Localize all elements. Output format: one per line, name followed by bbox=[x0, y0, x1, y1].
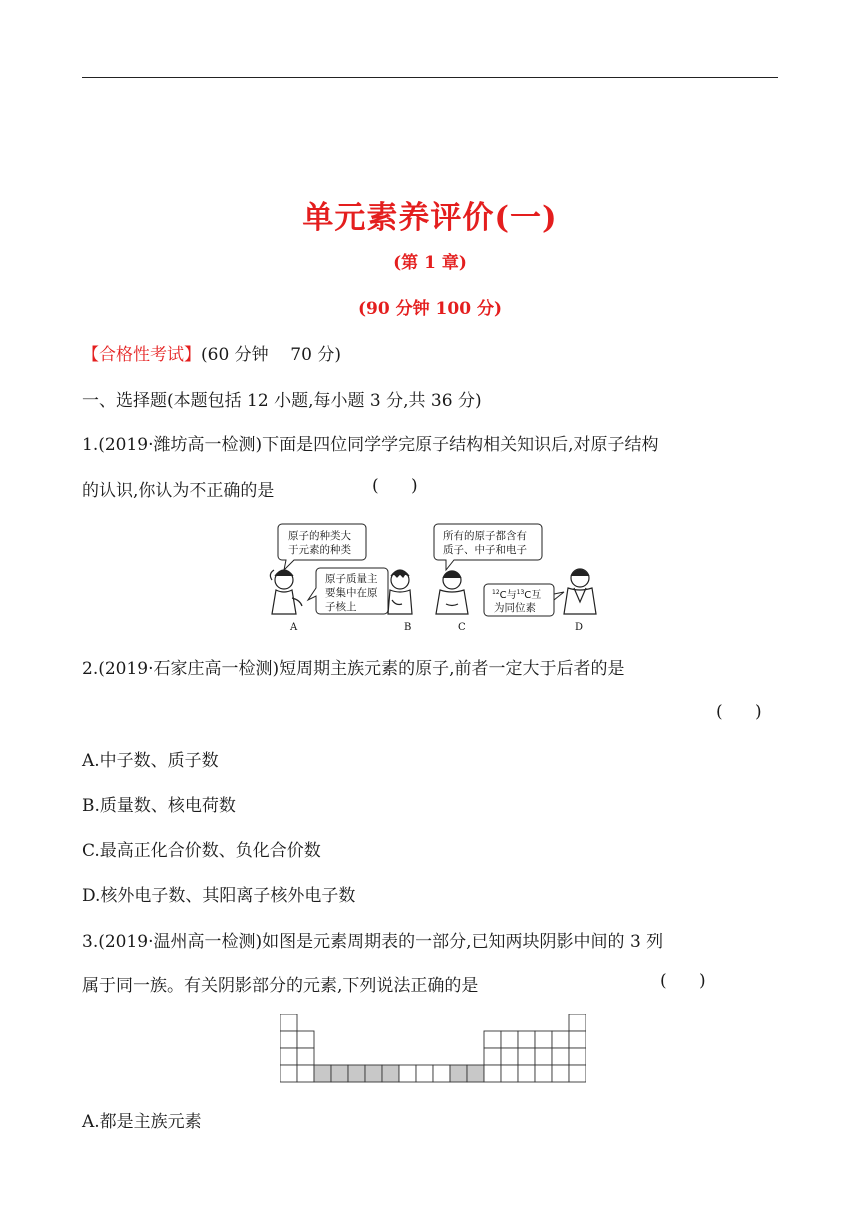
periodic-table-cell bbox=[535, 1031, 552, 1048]
periodic-table-cell bbox=[467, 1065, 484, 1082]
periodic-table-cell bbox=[535, 1065, 552, 1082]
speech-bubble-d bbox=[484, 584, 564, 616]
bubble-d-text-a: C与 bbox=[499, 590, 517, 601]
header-rule bbox=[82, 77, 778, 78]
periodic-table-cell bbox=[501, 1048, 518, 1065]
periodic-table-cell bbox=[501, 1031, 518, 1048]
question-2-stem: 2.(2019·石家庄高一检测)短周期主族元素的原子,前者一定大于后者的是 bbox=[82, 659, 625, 679]
speech-bubble-c bbox=[434, 524, 542, 570]
section-tag-detail: (60 分钟 70 分) bbox=[201, 345, 341, 365]
bubble-c-line-2: 质子、中子和电子 bbox=[443, 544, 527, 556]
speech-bubble-b bbox=[308, 568, 388, 614]
periodic-table-cell bbox=[433, 1065, 450, 1082]
periodic-table-cell bbox=[535, 1048, 552, 1065]
question-3-option-a: A.都是主族元素 bbox=[82, 1112, 202, 1132]
page-title: 单元素养评价(一) bbox=[302, 200, 558, 236]
periodic-table-cell bbox=[552, 1048, 569, 1065]
periodic-table-cell bbox=[399, 1065, 416, 1082]
periodic-table-cell bbox=[552, 1031, 569, 1048]
question-2-answer-bracket: ( ) bbox=[716, 702, 762, 722]
question-1-line-1: 1.(2019·潍坊高一检测)下面是四位同学学完原子结构相关知识后,对原子结构 bbox=[82, 435, 659, 455]
bubble-a-line-1: 原子的种类大 bbox=[288, 530, 351, 542]
question-2-option-d: D.核外电子数、其阳离子核外电子数 bbox=[82, 886, 356, 906]
periodic-table-cell bbox=[348, 1065, 365, 1082]
bubble-b-line-1: 原子质量主 bbox=[325, 573, 378, 585]
periodic-table-cell bbox=[416, 1065, 433, 1082]
bubble-d-text-b: C互 bbox=[524, 590, 542, 601]
periodic-table-cell bbox=[501, 1065, 518, 1082]
question-2-option-c: C.最高正化合价数、负化合价数 bbox=[82, 841, 321, 861]
question-2-option-a: A.中子数、质子数 bbox=[82, 751, 219, 771]
periodic-table-cell bbox=[552, 1065, 569, 1082]
question-3-line-2: 属于同一族。有关阴影部分的元素,下列说法正确的是 bbox=[82, 976, 479, 996]
periodic-table-cell bbox=[569, 1014, 586, 1031]
bubble-b-line-2: 要集中在原 bbox=[325, 587, 378, 599]
periodic-table-cell bbox=[382, 1065, 399, 1082]
periodic-table-cell bbox=[314, 1065, 331, 1082]
mass-number-13: 13 bbox=[516, 589, 525, 596]
periodic-table-cell bbox=[280, 1065, 297, 1082]
bubble-d-line-2: 为同位素 bbox=[494, 602, 536, 614]
periodic-table-cell bbox=[569, 1065, 586, 1082]
student-a-illustration bbox=[270, 570, 302, 614]
label-b: B bbox=[404, 622, 412, 633]
section-tag-line bbox=[82, 340, 341, 365]
question-1-answer-bracket: ( ) bbox=[372, 476, 418, 496]
speech-bubble-a bbox=[278, 524, 366, 570]
question-2-option-b: B.质量数、核电荷数 bbox=[82, 796, 236, 816]
periodic-table-cell bbox=[450, 1065, 467, 1082]
student-b-illustration bbox=[388, 570, 412, 614]
time-score-label: (90 分钟 100 分) bbox=[358, 299, 502, 319]
periodic-table-figure bbox=[280, 1014, 586, 1084]
periodic-table-cell bbox=[297, 1048, 314, 1065]
periodic-table-cell bbox=[280, 1014, 297, 1031]
mass-number-12: 12 bbox=[492, 589, 500, 596]
periodic-table-cell bbox=[518, 1048, 535, 1065]
section-tag: 【合格性考试】 bbox=[82, 345, 201, 365]
label-a: A bbox=[290, 622, 298, 633]
periodic-table-cell bbox=[518, 1031, 535, 1048]
periodic-table-cell bbox=[569, 1031, 586, 1048]
question-1-line-2: 的认识,你认为不正确的是 bbox=[82, 481, 275, 501]
chapter-label: (第 1 章) bbox=[393, 253, 467, 273]
student-d-illustration bbox=[564, 569, 596, 614]
label-d: D bbox=[575, 622, 584, 633]
periodic-table-cell bbox=[297, 1031, 314, 1048]
periodic-table-cell bbox=[365, 1065, 382, 1082]
label-c: C bbox=[458, 622, 466, 633]
periodic-table-cell bbox=[484, 1065, 501, 1082]
periodic-table-cell bbox=[484, 1048, 501, 1065]
periodic-table-cell bbox=[297, 1065, 314, 1082]
periodic-table-cell bbox=[484, 1031, 501, 1048]
bubble-b-line-3: 子核上 bbox=[325, 601, 357, 613]
periodic-table-cell bbox=[518, 1065, 535, 1082]
periodic-table-cell bbox=[280, 1031, 297, 1048]
periodic-table-cell bbox=[280, 1048, 297, 1065]
student-c-illustration bbox=[436, 571, 468, 614]
periodic-table-cell bbox=[331, 1065, 348, 1082]
periodic-table-cells bbox=[280, 1014, 586, 1082]
bubble-a-line-2: 于元素的种类 bbox=[288, 544, 351, 556]
question-1-figure bbox=[262, 518, 602, 638]
question-3-line-1: 3.(2019·温州高一检测)如图是元素周期表的一部分,已知两块阴影中间的 3 列 bbox=[82, 932, 664, 952]
periodic-table-cell bbox=[569, 1048, 586, 1065]
bubble-c-line-1: 所有的原子都含有 bbox=[443, 530, 527, 542]
question-3-answer-bracket: ( ) bbox=[660, 971, 706, 991]
part-heading: 一、选择题(本题包括 12 小题,每小题 3 分,共 36 分) bbox=[82, 391, 482, 411]
